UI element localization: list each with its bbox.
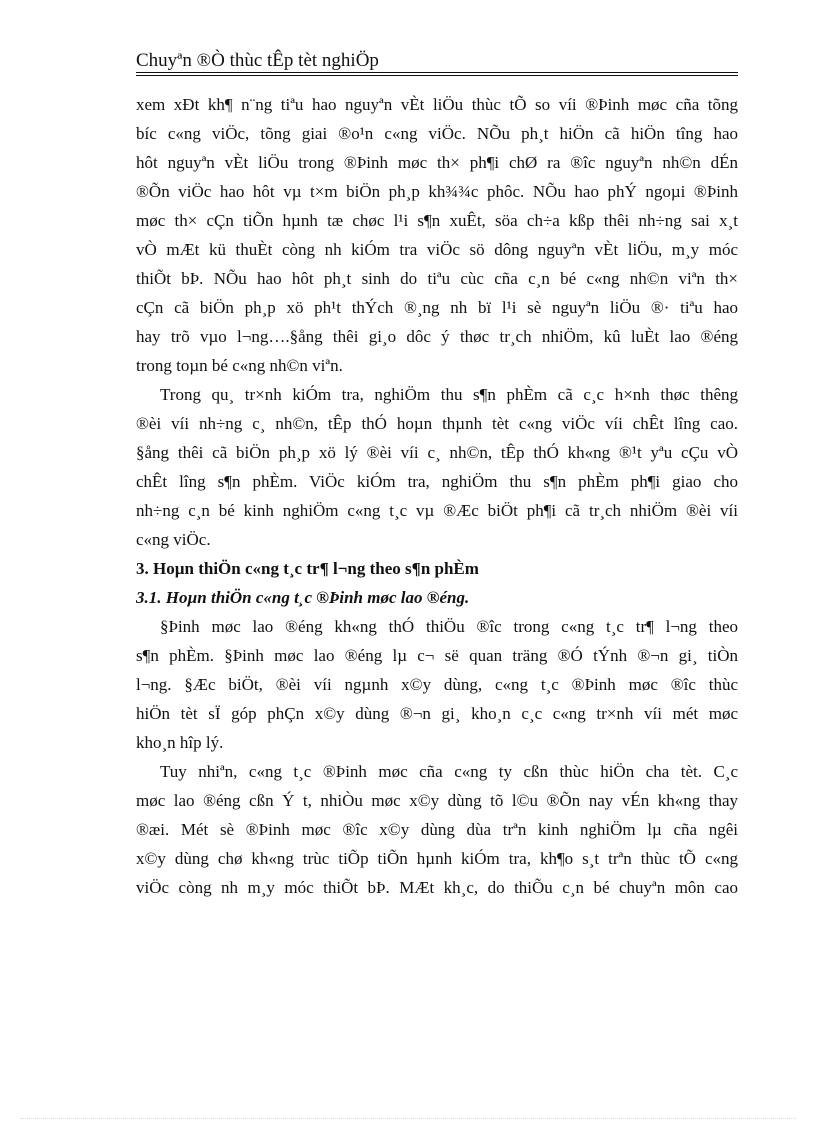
paragraph-4 (136, 757, 738, 902)
text-line: møc lao ®éng cßn Ý t, nhiÒu møc x©y dùng tõ l©u ®Õn nay vÉn kh«ng thay (136, 791, 738, 810)
paragraph-3 (136, 612, 738, 757)
text-line: Trong qu¸ tr×nh kiÓm tra, nghiÖm thu s¶n phÈm cã c¸c h×nh thøc thêng (160, 385, 738, 404)
text-line: hay trõ vµo l¬ng….§ång thêi gi¸o dôc ý thøc tr¸ch nhiÖm, kû luÈt lao ®éng (136, 327, 738, 346)
header-rule-thick (136, 72, 738, 73)
page-header-title: Chuyªn ®Ò thùc tÊp tèt nghiÖp (136, 50, 379, 71)
text-line: §ång thêi cã biÖn ph¸p xö lý ®èi víi c¸ nh©n, tÊp thÓ kh«ng ®¹t yªu cÇu vÒ (136, 443, 738, 462)
text-line: ®Õn viÖc hao hôt vµ t×m biÖn ph¸p kh¾¾c phôc. NÕu hao phÝ ngoµi ®Þinh (136, 182, 738, 201)
text-line: hôt nguyªn vÈt liÖu trong ®Þinh møc th× ph¶i chØ ra ®îc nguyªn nh©n dÉn (136, 153, 738, 172)
text-line: møc th× cÇn tiÕn hµnh tæ chøc l¹i s¶n xuÊt, söa ch÷a kßp thêi nh÷ng sai x¸t (136, 211, 738, 230)
text-line: trong toµn bé c«ng nh©n viªn. (136, 356, 343, 375)
text-line: c«ng viÖc. (136, 530, 211, 549)
text-line: viÖc còng nh m¸y móc thiÕt bÞ. MÆt kh¸c, do thiÕu c¸n bé chuyªn môn cao (136, 878, 738, 897)
text-line: kho¸n hîp lý. (136, 733, 224, 752)
paragraph-1 (136, 90, 738, 380)
section-heading-3-1: 3.1. Hoµn thiÖn c«ng t¸c ®Þinh møc lao ®éng. (136, 588, 470, 607)
body-text (136, 90, 738, 902)
text-line: s¶n phÈm. §Þinh møc lao ®éng lµ c¬ së quan träng ®Ó tÝnh ®¬n gi¸ tiÒn (136, 646, 738, 665)
text-line: ®èi víi nh÷ng c¸ nh©n, tÊp thÓ hoµn thµnh tèt c«ng viÖc víi chÊt lîng cao. (136, 414, 738, 433)
text-line: xem xÐt kh¶ n¨ng tiªu hao nguyªn vÈt liÖu thùc tÕ so víi ®Þinh møc cña tõng (136, 95, 738, 114)
text-line: nh÷ng c¸n bé kinh nghiÖm c«ng t¸c vµ ®Æc biÖt ph¶i cã tr¸ch nhiÖm ®èi víi (136, 501, 738, 520)
text-line: ®æi. Mét sè ®Þinh møc ®îc x©y dùng dùa trªn kinh nghiÖm lµ cña ngêi (136, 820, 738, 839)
text-line: thiÕt bÞ. NÕu hao hôt ph¸t sinh do tiªu cùc cña c¸n bé c«ng nh©n viªn th× (136, 269, 738, 288)
text-line: vÒ mÆt kü thuÈt còng nh kiÓm tra viÖc sö dông nguyªn vÈt liÖu, m¸y móc (136, 240, 738, 259)
page-bottom-border (20, 1118, 796, 1119)
text-line: x©y dùng chø kh«ng trùc tiÕp tiÕn hµnh kiÓm tra, kh¶o s¸t trªn thùc tÕ c«ng (136, 849, 738, 868)
text-line: cÇn cã biÖn ph¸p xö ph¹t thÝch ®¸ng nh bï l¹i sè nguyªn liÖu ®· tiªu hao (136, 298, 738, 317)
text-line: §Þinh møc lao ®éng kh«ng thÓ thiÖu ®îc trong c«ng t¸c tr¶ l¬ng theo (160, 617, 738, 636)
text-line: bíc c«ng viÖc, tõng giai ®o¹n c«ng viÖc. NÕu ph¸t hiÖn cã hiÖn tîng hao (136, 124, 738, 143)
paragraph-2 (136, 380, 738, 554)
header-rule-thin (136, 75, 738, 76)
text-line: Tuy nhiªn, c«ng t¸c ®Þinh møc cña c«ng ty cßn thùc hiÖn cha tèt. C¸c (160, 762, 738, 781)
text-line: hiÖn tèt sÏ góp phÇn x©y dùng ®¬n gi¸ kho¸n c¸c c«ng tr×nh víi mét møc (136, 704, 738, 723)
text-line: l¬ng. §Æc biÖt, ®èi víi ngµnh x©y dùng, c«ng t¸c ®Þinh møc ®îc thùc (136, 675, 738, 694)
section-heading-3: 3. Hoµn thiÖn c«ng t¸c tr¶ l¬ng theo s¶n phÈm (136, 559, 479, 578)
text-line: chÊt lîng s¶n phÈm. ViÖc kiÓm tra, nghiÖm thu s¶n phÈm ph¶i giao cho (136, 472, 738, 491)
